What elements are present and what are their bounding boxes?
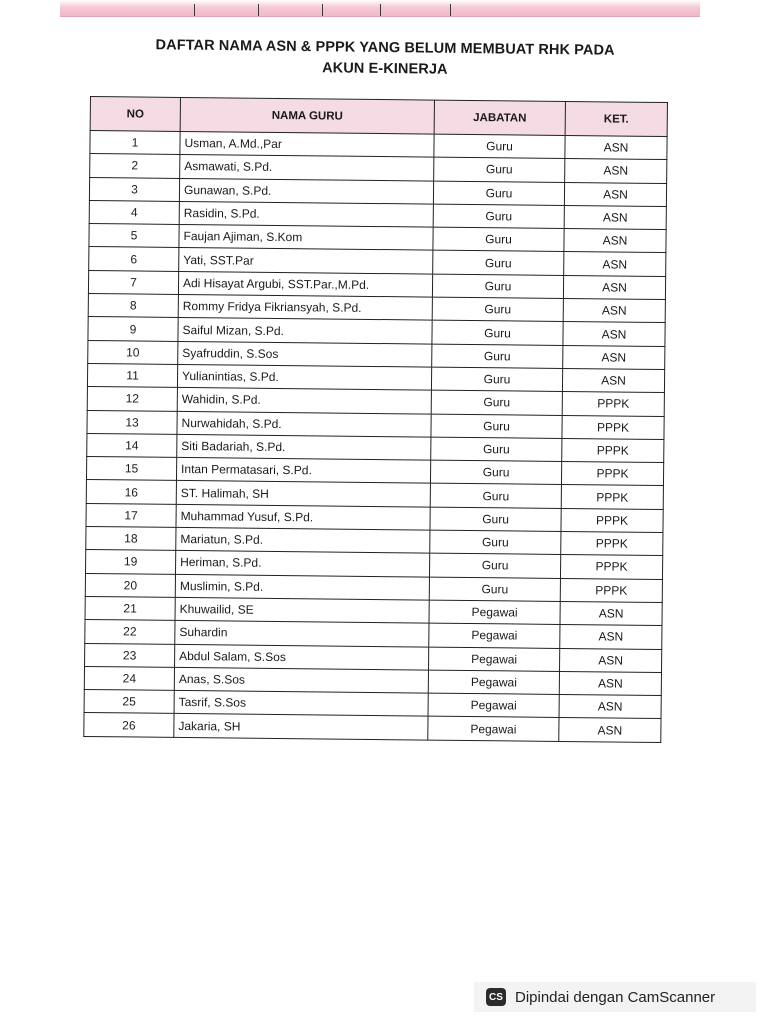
strip-tick [380,4,381,16]
row-ket: PPPK [562,438,664,462]
row-name: Tasrif, S.Sos [174,691,428,717]
row-name: Khuwailid, SE [175,597,429,623]
row-ket: ASN [563,275,665,299]
row-ket: PPPK [561,508,663,532]
row-name: Faujan Ajiman, S.Kom [179,225,433,251]
strip-tick [258,4,259,16]
table-row [84,713,661,742]
row-ket: ASN [564,229,666,253]
row-jabatan: Pegawai [428,670,559,695]
row-number: 1 [90,131,180,155]
row-jabatan: Guru [434,134,565,159]
row-number: 10 [88,340,178,364]
row-name: Rasidin, S.Pd. [179,201,433,227]
strip-tick [322,4,323,16]
row-number: 21 [85,596,175,620]
row-number: 4 [89,200,179,224]
row-jabatan: Pegawai [428,716,559,741]
row-name: Mariatun, S.Pd. [176,527,430,553]
row-number: 25 [84,690,174,714]
row-ket: ASN [564,205,666,229]
row-name: Jakaria, SH [174,714,428,740]
row-number: 26 [84,713,174,737]
row-name: Adi Hisayat Argubi, SST.Par.,M.Pd. [178,271,432,297]
row-ket: ASN [559,718,661,742]
row-number: 15 [86,457,176,481]
row-ket: ASN [560,601,662,625]
row-ket: PPPK [561,485,663,509]
row-ket: PPPK [560,555,662,579]
row-jabatan: Pegawai [429,647,560,672]
row-ket: PPPK [561,462,663,486]
row-jabatan: Guru [433,251,564,276]
row-name: Suhardin [175,621,429,647]
row-ket: PPPK [561,532,663,556]
row-jabatan: Guru [431,414,562,439]
row-name: Nurwahidah, S.Pd. [177,411,431,437]
row-jabatan: Guru [431,437,562,462]
row-jabatan: Guru [430,507,561,532]
row-ket: ASN [559,695,661,719]
row-ket: ASN [563,345,665,369]
row-ket: ASN [559,671,661,695]
row-jabatan: Guru [431,390,562,415]
row-number: 12 [87,387,177,411]
row-jabatan: Guru [430,484,561,509]
row-jabatan: Guru [433,204,564,229]
header-name: NAMA GURU [180,97,434,134]
row-name: Intan Permatasari, S.Pd. [176,458,430,484]
row-number: 14 [87,433,177,457]
row-name: Saiful Mizan, S.Pd. [178,318,432,344]
row-number: 7 [88,270,178,294]
header-jabatan: JABATAN [434,100,565,135]
row-jabatan: Guru [432,344,563,369]
row-jabatan: Guru [431,367,562,392]
row-number: 16 [86,480,176,504]
row-jabatan: Guru [429,577,560,602]
row-name: Yulianintias, S.Pd. [177,364,431,390]
row-ket: ASN [564,252,666,276]
row-number: 2 [90,154,180,178]
strip-tick [450,4,451,16]
row-name: Asmawati, S.Pd. [180,155,434,181]
row-number: 24 [84,666,174,690]
row-name: Syafruddin, S.Sos [178,341,432,367]
row-number: 20 [85,573,175,597]
title-line-1: DAFTAR NAMA ASN & PPPK YANG BELUM MEMBUAT RHK PADA [155,37,615,59]
row-jabatan: Guru [430,530,561,555]
row-number: 23 [85,643,175,667]
row-name: Heriman, S.Pd. [175,551,429,577]
row-jabatan: Guru [430,460,561,485]
row-ket: PPPK [562,415,664,439]
header-no: NO [90,97,180,132]
row-number: 18 [86,527,176,551]
row-ket: ASN [560,625,662,649]
row-ket: ASN [563,322,665,346]
row-name: ST. Halimah, SH [176,481,430,507]
row-ket: ASN [565,159,667,183]
row-number: 9 [88,317,178,341]
row-jabatan: Guru [433,227,564,252]
document-title [110,35,660,84]
row-number: 13 [87,410,177,434]
row-jabatan: Pegawai [429,623,560,648]
row-name: Usman, A.Md.,Par [180,131,434,157]
row-jabatan: Guru [434,157,565,182]
row-name: Muslimin, S.Pd. [175,574,429,600]
row-number: 5 [89,224,179,248]
row-ket: ASN [564,182,666,206]
camscanner-watermark [474,982,756,1012]
header-ket: KET. [565,101,667,136]
row-name: Anas, S.Sos [174,667,428,693]
table-body [84,131,667,743]
row-name: Rommy Fridya Fikriansyah, S.Pd. [178,295,432,321]
row-ket: ASN [562,368,664,392]
title-line-2: AKUN E-KINERJA [322,60,448,78]
row-ket: ASN [563,299,665,323]
row-name: Wahidin, S.Pd. [177,388,431,414]
cs-logo-icon: CS [486,988,506,1006]
row-jabatan: Guru [432,274,563,299]
strip-tick [194,4,195,16]
row-name: Siti Badariah, S.Pd. [177,434,431,460]
row-jabatan: Guru [432,320,563,345]
row-number: 19 [86,550,176,574]
row-number: 11 [87,363,177,387]
document-sheet [83,96,668,743]
row-number: 3 [89,177,179,201]
row-number: 6 [89,247,179,271]
row-ket: ASN [565,135,667,159]
row-name: Yati, SST.Par [179,248,433,274]
row-jabatan: Guru [432,297,563,322]
row-name: Abdul Salam, S.Sos [175,644,429,670]
watermark-label: Dipindai dengan CamScanner [515,988,716,1006]
row-name: Muhammad Yusuf, S.Pd. [176,504,430,530]
row-ket: PPPK [562,392,664,416]
row-number: 8 [88,294,178,318]
row-ket: PPPK [560,578,662,602]
pink-header-strip [60,0,700,17]
row-jabatan: Pegawai [428,693,559,718]
row-number: 17 [86,503,176,527]
row-jabatan: Guru [433,181,564,206]
row-number: 22 [85,620,175,644]
row-jabatan: Pegawai [429,600,560,625]
row-jabatan: Guru [429,553,560,578]
row-name: Gunawan, S.Pd. [179,178,433,204]
staff-table [83,96,668,743]
row-ket: ASN [560,648,662,672]
